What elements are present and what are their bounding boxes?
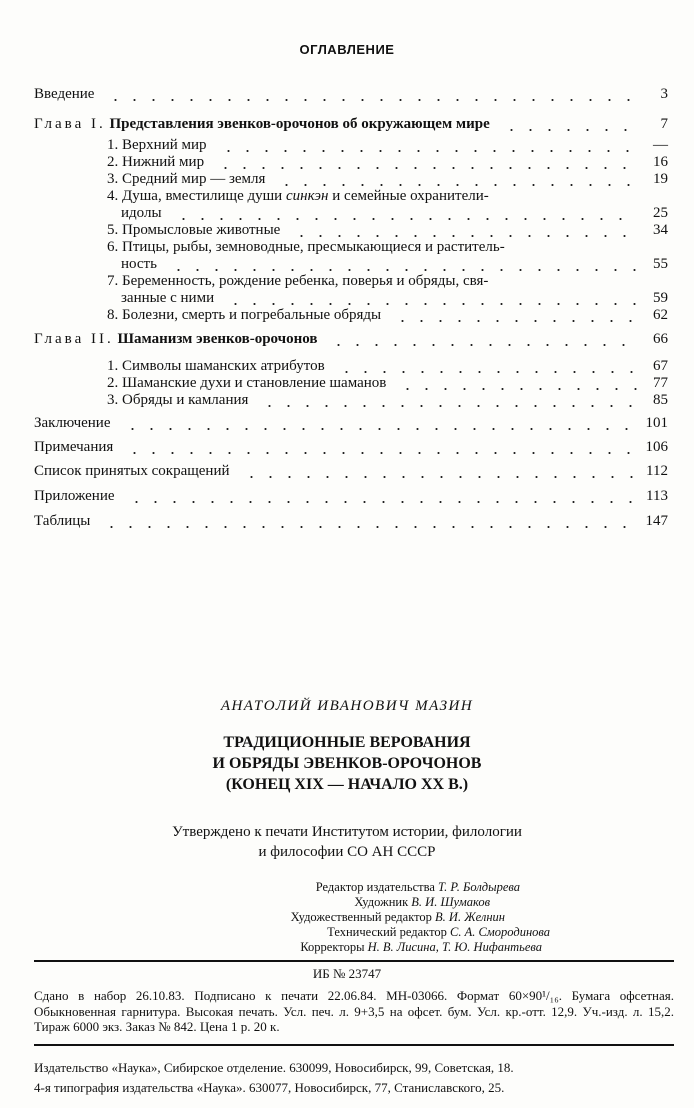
toc-entry-chapter1[interactable] <box>34 116 668 133</box>
credit-line <box>150 925 550 940</box>
imprint-text: Сдано в набор 26.10.83. Подписано к печати 22.06.84. МН-03066. Формат 60×90¹/₁₆. Бумага офсетная. Обыкновенная гарнитура. Высокая печать. Усл. печ. л. 9+3,5 на офсет. бум. Усл. кр.-отт. 12,9. Уч.-изд. л. 15,2. Тираж 6000 экз. Заказ № 842. Цена 1 р. 20 к. <box>34 988 674 1034</box>
toc-entry[interactable] <box>107 222 668 239</box>
toc-label: 2. Нижний мир <box>107 154 205 170</box>
toc-page: 3 <box>660 86 668 102</box>
chapter-prefix: Глава I. <box>34 116 106 132</box>
credit-line <box>150 910 550 925</box>
toc-label: 5. Промысловые животные <box>107 222 281 238</box>
toc-page: 62 <box>653 307 668 323</box>
dot-leader <box>119 439 638 456</box>
divider <box>34 1044 674 1046</box>
toc-label-italic: синкэн <box>285 188 329 204</box>
toc-label: 2. Шаманские духи и становление шаманов <box>107 375 387 391</box>
toc-page: 113 <box>646 488 668 504</box>
toc-page: 101 <box>645 415 668 431</box>
toc-entry-line1: 7. Беременность, рождение ребенка, поверья и обряды, свя- <box>107 273 489 289</box>
toc-entry[interactable] <box>107 137 668 154</box>
credit-name: В. И. Желнин <box>435 910 505 924</box>
dot-leader <box>117 415 639 432</box>
divider <box>34 960 674 962</box>
credit-name: С. А. Смородинова <box>450 925 550 939</box>
dot-leader <box>100 86 638 103</box>
credit-name: В. И. Шумаков <box>411 895 490 909</box>
toc-heading: ОГЛАВЛЕНИЕ <box>299 42 395 57</box>
chapter-prefix: Глава II. <box>34 331 114 347</box>
toc-page: 59 <box>653 290 668 306</box>
toc-entry-chapter2[interactable] <box>34 331 668 348</box>
toc-entry[interactable] <box>34 488 668 505</box>
toc-label: Представления эвенков-орочонов об окружающем мире <box>109 116 490 132</box>
toc-page: 112 <box>646 463 668 479</box>
dot-leader <box>213 137 638 154</box>
toc-page: 34 <box>653 222 668 238</box>
toc-entry-line1: 6. Птицы, рыбы, земноводные, пресмыкающиеся и раститель- <box>107 239 505 255</box>
credit-name: Т. Р. Болдырева <box>438 880 520 894</box>
toc-entry[interactable] <box>107 307 668 324</box>
toc-entry[interactable] <box>34 513 668 530</box>
toc-label: и семейные охранители- <box>328 188 489 204</box>
ib-number: ИБ № 23747 <box>312 966 382 981</box>
toc-label: Шаманизм эвенков-орочонов <box>117 331 318 347</box>
toc-entry[interactable] <box>107 154 668 171</box>
toc-entry-line1 <box>107 188 489 205</box>
credit-role: Корректоры <box>300 940 368 954</box>
credit-name: Н. В. Лисина, Т. Ю. Нифантьева <box>367 940 542 954</box>
toc-label: идолы <box>121 205 162 221</box>
toc-label: 1. Верхний мир <box>107 137 207 153</box>
approval-note <box>0 822 694 862</box>
credit-line <box>150 940 550 955</box>
credit-role: Художественный редактор <box>290 910 436 924</box>
book-title-line: И ОБРЯДЫ ЭВЕНКОВ-ОРОЧОНОВ <box>212 755 482 772</box>
toc-label: 4. Душа, вместилище души <box>107 188 286 204</box>
toc-entry[interactable] <box>107 171 668 188</box>
credits <box>150 880 550 955</box>
dot-leader <box>271 171 638 188</box>
toc-entry[interactable] <box>34 463 668 480</box>
dot-leader <box>236 463 638 480</box>
dot-leader <box>387 307 638 324</box>
dot-leader <box>168 205 638 222</box>
credit-role: Технический редактор <box>327 925 450 939</box>
toc-label: Заключение <box>34 415 111 431</box>
toc-label: 3. Обряды и камлания <box>107 392 249 408</box>
toc-label: занные с ними <box>121 290 215 306</box>
approval-line: и философии СО АН СССР <box>258 844 436 860</box>
toc-page: 25 <box>653 205 668 221</box>
dot-leader <box>220 290 638 307</box>
author-name: АНАТОЛИЙ ИВАНОВИЧ МАЗИН <box>220 698 474 714</box>
approval-line: Утверждено к печати Институтом истории, филологии <box>172 824 522 840</box>
dot-leader <box>163 256 638 273</box>
toc-entry[interactable] <box>121 205 668 222</box>
toc-entry[interactable] <box>107 358 668 375</box>
toc-page: 106 <box>645 439 668 455</box>
toc-entry[interactable] <box>121 290 668 307</box>
dot-leader <box>331 358 638 375</box>
publisher-line: 4-я типография издательства «Наука». 630077, Новосибирск, 77, Станиславского, 25. <box>34 1080 505 1095</box>
toc-label: ность <box>121 256 157 272</box>
dot-leader <box>254 392 638 409</box>
dot-leader <box>96 513 638 530</box>
toc-label: Список принятых сокращений <box>34 463 230 479</box>
dot-leader <box>286 222 638 239</box>
toc-page: 147 <box>645 513 668 529</box>
toc-page: — <box>653 137 668 153</box>
toc-page: 77 <box>653 375 668 391</box>
toc-entry[interactable] <box>121 256 668 273</box>
publisher-info <box>34 1058 674 1098</box>
toc-page: 19 <box>653 171 668 187</box>
toc-label: Примечания <box>34 439 114 455</box>
dot-leader <box>121 488 638 505</box>
toc-entry[interactable] <box>107 392 668 409</box>
toc-page: 67 <box>653 358 668 374</box>
publisher-line: Издательство «Наука», Сибирское отделение. 630099, Новосибирск, 99, Советская, 18. <box>34 1060 514 1075</box>
book-title-line: (КОНЕЦ XIX — НАЧАЛО XX В.) <box>225 776 469 793</box>
toc-label: 3. Средний мир — земля <box>107 171 266 187</box>
toc-entry[interactable] <box>107 375 668 392</box>
toc-label: 1. Символы шаманских атрибутов <box>107 358 325 374</box>
book-title <box>0 732 694 795</box>
credit-line <box>150 895 550 910</box>
toc-label: 8. Болезни, смерть и погребальные обряды <box>107 307 382 323</box>
dot-leader <box>210 154 638 171</box>
credit-role: Редактор издательства <box>315 880 438 894</box>
credit-role: Художник <box>354 895 412 909</box>
toc-page: 85 <box>653 392 668 408</box>
toc-label: Таблицы <box>34 513 91 529</box>
toc-label: Приложение <box>34 488 115 504</box>
toc-page: 55 <box>653 256 668 272</box>
dot-leader <box>496 116 638 133</box>
toc-entry[interactable] <box>34 415 668 432</box>
toc-page: 7 <box>660 116 668 132</box>
credit-line <box>150 880 550 895</box>
book-title-line: ТРАДИЦИОННЫЕ ВЕРОВАНИЯ <box>223 734 471 751</box>
dot-leader <box>323 331 638 348</box>
toc-label: Введение <box>34 86 95 102</box>
toc-entry[interactable] <box>34 439 668 456</box>
dot-leader <box>392 375 638 392</box>
toc-page: 66 <box>653 331 668 347</box>
toc-page: 16 <box>653 154 668 170</box>
toc-entry-intro[interactable] <box>34 86 668 103</box>
